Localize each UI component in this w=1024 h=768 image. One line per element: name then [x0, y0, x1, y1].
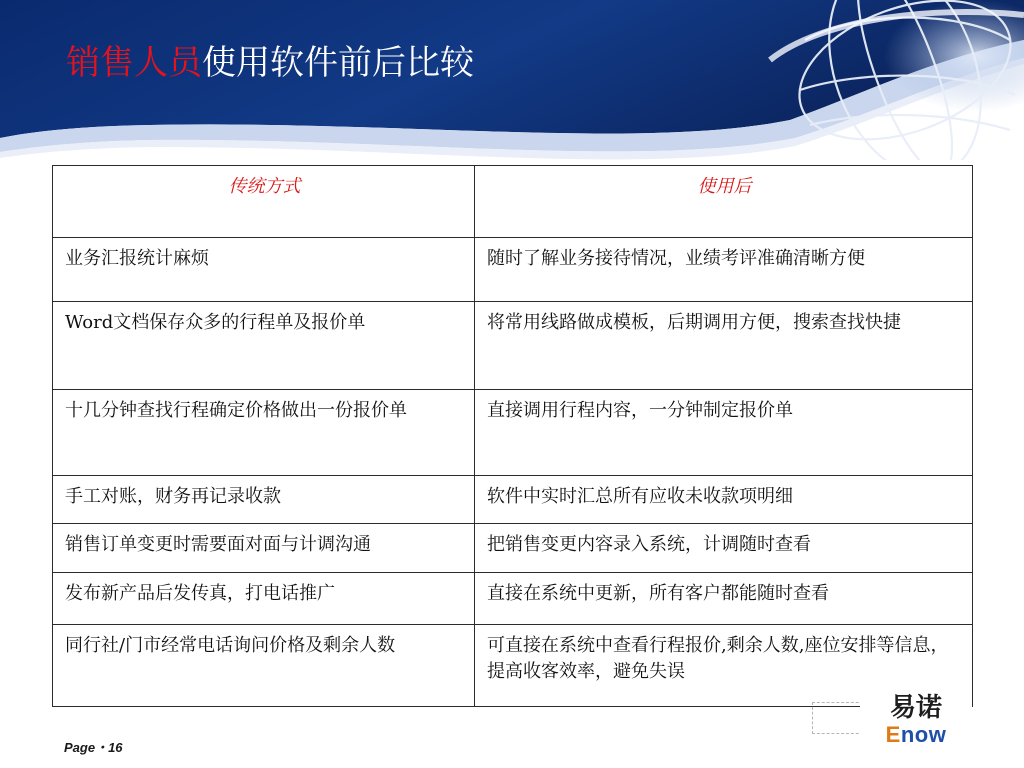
title-highlight: 销售人员: [66, 43, 202, 83]
cell-after: 可直接在系统中查看行程报价,剩余人数,座位安排等信息，提高收客效率，避免失误: [475, 625, 973, 707]
cell-before: 业务汇报统计麻烦: [53, 238, 475, 302]
cell-after: 随时了解业务接待情况，业绩考评准确清晰方便: [475, 238, 973, 302]
table-row: [53, 476, 973, 524]
table-header-row: [53, 166, 973, 238]
company-logo: [860, 688, 972, 748]
table-row: [53, 302, 973, 390]
logo-area: [812, 688, 972, 748]
cell-before: 同行社/门市经常电话询问价格及剩余人数: [53, 625, 475, 707]
table-row: [53, 524, 973, 573]
cell-before: Word文档保存众多的行程单及报价单: [53, 302, 475, 390]
cell-after: 直接调用行程内容，一分钟制定报价单: [475, 390, 973, 476]
cell-before: 手工对账，财务再记录收款: [53, 476, 475, 524]
cell-after: 软件中实时汇总所有应收未收款项明细: [475, 476, 973, 524]
logo-english-rest: now: [900, 722, 947, 747]
table-row: [53, 238, 973, 302]
title-rest: 使用软件前后比较: [202, 43, 474, 83]
header-banner: [0, 0, 1024, 160]
comparison-table: [52, 165, 973, 707]
logo-english-first: E: [885, 722, 901, 747]
cell-after: 直接在系统中更新，所有客户都能随时查看: [475, 573, 973, 625]
logo-english: [860, 724, 972, 746]
page-number: Page・16: [64, 740, 123, 755]
cell-after: 将常用线路做成模板，后期调用方便，搜索查找快捷: [475, 302, 973, 390]
cell-before: 十几分钟查找行程确定价格做出一份报价单: [53, 390, 475, 476]
cell-after: 把销售变更内容录入系统，计调随时查看: [475, 524, 973, 573]
cell-before: 销售订单变更时需要面对面与计调沟通: [53, 524, 475, 573]
page-title: [66, 40, 474, 86]
logo-chinese: 易诺: [889, 693, 942, 723]
column-header-before: 传统方式: [53, 166, 475, 238]
table-row: [53, 390, 973, 476]
table-row: [53, 573, 973, 625]
cell-before: 发布新产品后发传真，打电话推广: [53, 573, 475, 625]
column-header-after: 使用后: [475, 166, 973, 238]
